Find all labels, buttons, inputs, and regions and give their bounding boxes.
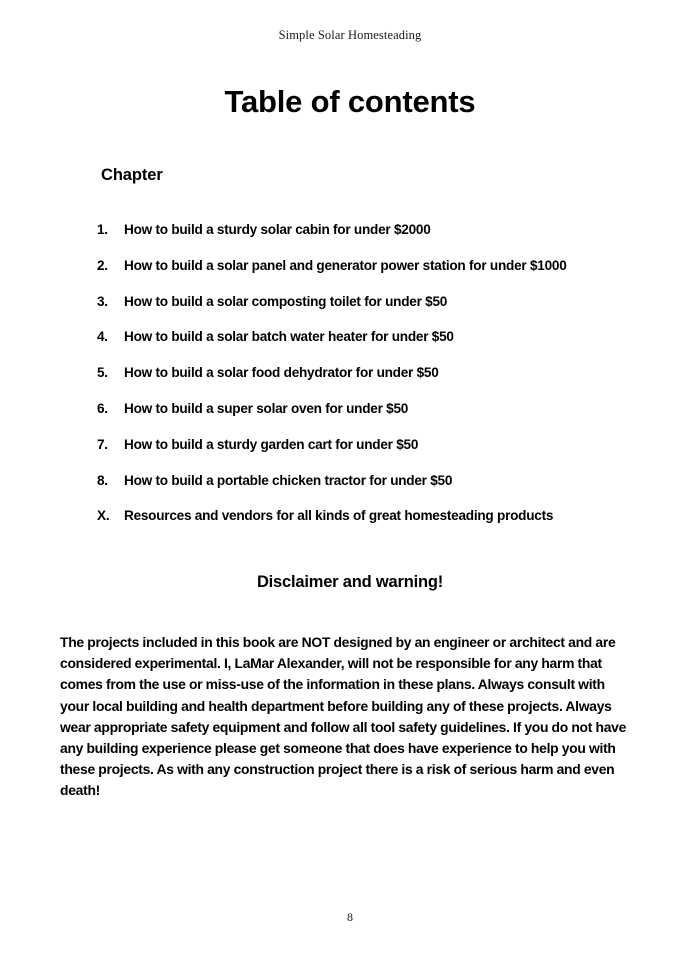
- toc-entry[interactable]: [97, 437, 657, 473]
- toc-entry-marker: X.: [97, 508, 110, 524]
- toc-entry[interactable]: [97, 508, 657, 544]
- page-title: Table of contents: [224, 83, 476, 119]
- toc-entry[interactable]: [97, 365, 657, 401]
- toc-entry-marker: 5.: [97, 365, 108, 381]
- toc-entry-title: How to build a solar batch water heater for under $50: [124, 329, 454, 345]
- toc-entry-title: Resources and vendors for all kinds of great homesteading products: [124, 508, 554, 524]
- toc-entry-title: How to build a portable chicken tractor for under $50: [124, 472, 453, 488]
- toc-entry[interactable]: [97, 222, 657, 258]
- disclaimer-heading: Disclaimer and warning!: [256, 572, 444, 591]
- table-of-contents-list: [97, 222, 657, 544]
- toc-entry-title: How to build a sturdy garden cart for under $50: [124, 436, 419, 452]
- toc-entry-marker: 4.: [97, 329, 108, 345]
- toc-entry-title: How to build a super solar oven for under $50: [124, 400, 409, 416]
- toc-entry[interactable]: [97, 258, 657, 294]
- toc-entry-marker: 3.: [97, 293, 108, 309]
- chapter-column-heading: Chapter: [101, 166, 163, 184]
- toc-entry[interactable]: [97, 294, 657, 330]
- toc-entry-title: How to build a solar food dehydrator for under $50: [124, 365, 439, 381]
- toc-entry[interactable]: [97, 473, 657, 509]
- toc-entry-title: How to build a sturdy solar cabin for under $2000: [124, 222, 431, 237]
- toc-entry[interactable]: [97, 401, 657, 437]
- toc-entry-title: How to build a solar composting toilet for under $50: [124, 293, 448, 309]
- toc-entry-marker: 7.: [97, 436, 108, 452]
- toc-entry-marker: 1.: [97, 222, 108, 237]
- toc-entry-title: How to build a solar panel and generator power station for under $1000: [124, 257, 567, 273]
- toc-entry-marker: 6.: [97, 400, 108, 416]
- toc-entry-marker: 2.: [97, 257, 108, 273]
- disclaimer-body-text: The projects included in this book are NOT designed by an engineer or architect and are considered experimental. I, LaMar Alexander, will not be responsible for any harm that comes from the use or miss-use of the information in these plans. Always consult with your local building and health department before building any of these projects. Always wear appropriate safety equipment and follow all tool safety guidelines. If you do not have any building experience please get someone that does have experience to help you with these projects. As with any construction project there is a risk of serious harm and even death!: [60, 633, 627, 799]
- toc-entry[interactable]: [97, 329, 657, 365]
- page-number: 8: [347, 910, 353, 924]
- toc-entry-marker: 8.: [97, 472, 108, 488]
- running-header: Simple Solar Homesteading: [278, 28, 422, 42]
